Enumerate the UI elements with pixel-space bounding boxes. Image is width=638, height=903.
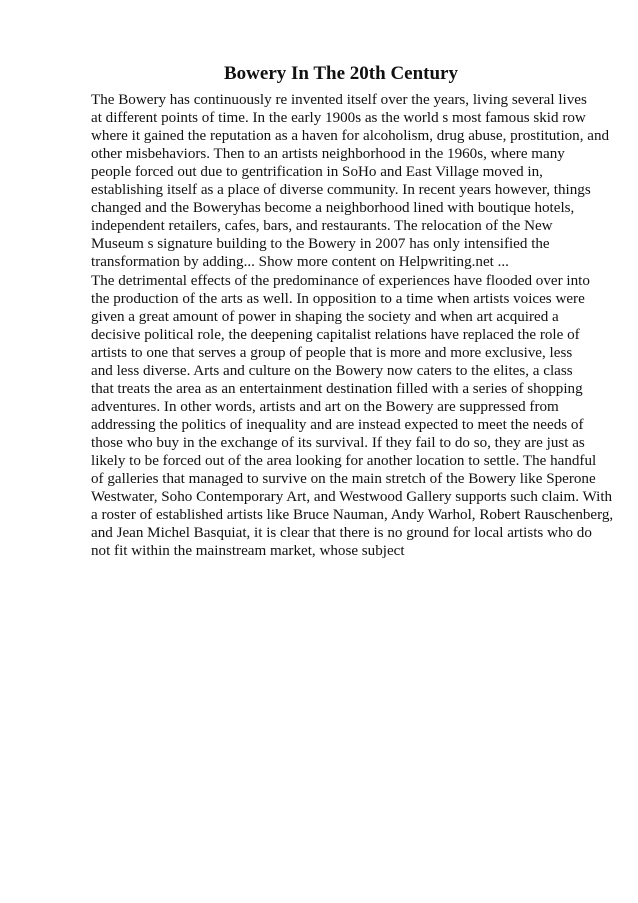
- body-text-line: independent retailers, cafes, bars, and restaurants. The relocation of the New: [91, 218, 553, 235]
- body-text-line: people forced out due to gentrification in SoHo and East Village moved in,: [91, 164, 543, 181]
- body-text-line: that treats the area as an entertainment destination filled with a series of shopping: [91, 380, 583, 397]
- body-text-line: changed and the Boweryhas become a neighborhood lined with boutique hotels,: [91, 200, 575, 217]
- body-text-line: at different points of time. In the early 1900s as the world s most famous skid row: [91, 110, 586, 127]
- body-text-line: decisive political role, the deepening capitalist relations have replaced the role of: [91, 326, 580, 343]
- body-text-line: and Jean Michel Basquiat, it is clear that there is no ground for local artists who do: [91, 525, 592, 542]
- body-text-line: those who buy in the exchange of its survival. If they fail to do so, they are just as: [91, 434, 585, 451]
- body-text-line: other misbehaviors. Then to an artists neighborhood in the 1960s, where many: [91, 146, 565, 163]
- body-text-line: and less diverse. Arts and culture on the Bowery now caters to the elites, a class: [91, 362, 573, 379]
- document-title: Bowery In The 20th Century: [224, 63, 458, 84]
- body-text-line: Westwater, Soho Contemporary Art, and Westwood Gallery supports such claim. With: [91, 489, 613, 506]
- body-text-line: transformation by adding... Show more content on Helpwriting.net ...: [91, 254, 509, 271]
- body-text-line: addressing the politics of inequality and are instead expected to meet the needs of: [91, 416, 584, 433]
- body-text-line: Museum s signature building to the Bowery in 2007 has only intensified the: [91, 236, 550, 253]
- body-text-line: establishing itself as a place of diverse community. In recent years however, things: [91, 182, 591, 199]
- body-text-line: a roster of established artists like Bruce Nauman, Andy Warhol, Robert Rauschenberg,: [91, 507, 614, 524]
- body-text-line: of galleries that managed to survive on the main stretch of the Bowery like Sperone: [91, 471, 596, 488]
- body-text-line: adventures. In other words, artists and art on the Bowery are suppressed from: [91, 398, 559, 415]
- body-text-line: likely to be forced out of the area looking for another location to settle. The handful: [91, 453, 597, 469]
- body-text-line: where it gained the reputation as a haven for alcoholism, drug abuse, prostitution, and: [91, 128, 610, 145]
- body-text-line: given a great amount of power in shaping the society and when art acquired a: [91, 308, 559, 325]
- body-text-line: the production of the arts as well. In opposition to a time when artists voices were: [91, 290, 585, 307]
- body-text-line: artists to one that serves a group of people that is more and more exclusive, less: [91, 344, 573, 361]
- body-text-line: The Bowery has continuously re invented itself over the years, living several lives: [91, 92, 587, 108]
- body-text-line: The detrimental effects of the predominance of experiences have flooded over into: [91, 272, 590, 289]
- body-text-line: not fit within the mainstream market, whose subject: [91, 543, 405, 560]
